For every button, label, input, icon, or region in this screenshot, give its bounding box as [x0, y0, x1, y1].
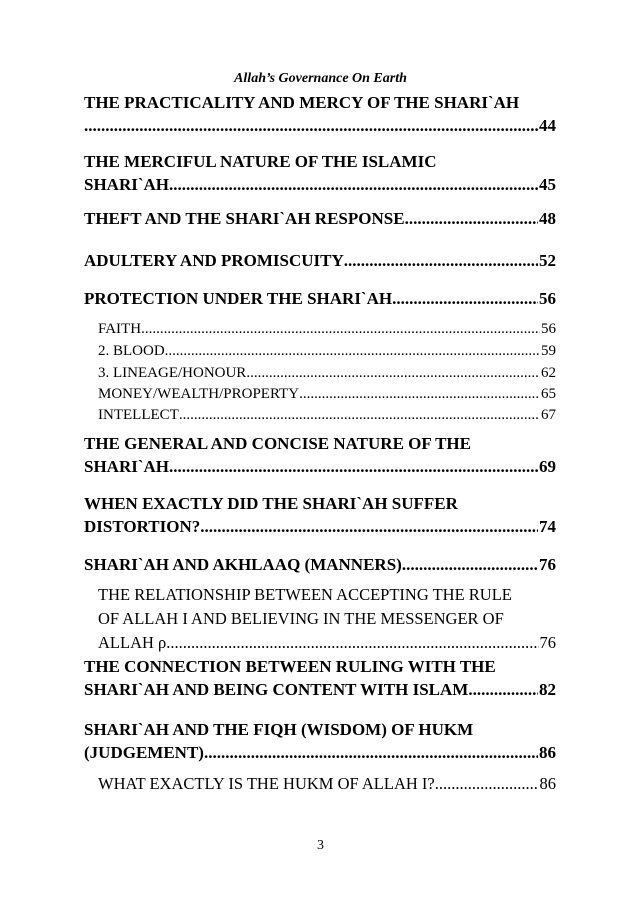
toc-entry-line — [98, 383, 556, 405]
toc-entry-title: ALLAH ρ — [98, 633, 167, 652]
dot-leader — [392, 287, 538, 310]
toc-page-number: 76 — [539, 555, 556, 574]
toc-page-number: 59 — [541, 343, 556, 359]
dot-leader — [468, 678, 538, 701]
toc-page-number: 65 — [541, 386, 556, 402]
toc-entry-line — [84, 249, 556, 272]
toc-entry-distortion[interactable] — [84, 492, 556, 538]
toc-page-number: 56 — [541, 321, 556, 337]
toc-entry-title: ADULTERY AND PROMISCUITY — [84, 251, 344, 270]
toc-entry-title: 2. BLOOD — [98, 343, 165, 359]
toc-entry-title: MONEY/WEALTH/PROPERTY — [98, 386, 300, 402]
toc-entry-practicality[interactable] — [84, 91, 556, 137]
toc-entry-title: INTELLECT — [98, 407, 179, 423]
toc-entry-line — [98, 362, 556, 384]
toc-subentry-intellect[interactable] — [98, 404, 556, 426]
toc-entry-line — [84, 718, 556, 741]
dot-leader — [402, 553, 538, 576]
toc-entry-protection[interactable] — [84, 287, 556, 310]
toc-entry-line — [98, 318, 556, 340]
toc-page-number: 45 — [539, 175, 556, 194]
toc-entry-title: THE PRACTICALITY AND MERCY OF THE SHARI`AH — [84, 93, 520, 112]
toc-entry-line — [84, 207, 556, 230]
toc-entry-title: 3. LINEAGE/HONOUR — [98, 365, 247, 381]
toc-entry-line — [84, 492, 556, 515]
toc-entry-title: SHARI`AH — [84, 175, 170, 194]
toc-entry-line — [98, 772, 556, 796]
toc-subentry-blood[interactable] — [98, 340, 556, 362]
dot-leader — [169, 173, 538, 196]
toc-entry-line — [84, 678, 556, 701]
running-head: Allah’s Governance On Earth — [234, 71, 407, 86]
toc-entry-line — [84, 173, 556, 196]
toc-entry-line — [98, 404, 556, 426]
toc-page-number: 74 — [539, 517, 556, 536]
dot-leader — [435, 772, 539, 796]
toc-entry-title: FAITH — [98, 321, 142, 337]
toc-entry-line — [84, 150, 556, 173]
dot-leader — [246, 362, 540, 384]
toc-subentry-hukm[interactable] — [98, 772, 556, 796]
dot-leader — [166, 631, 538, 655]
toc-entry-line — [84, 455, 556, 478]
toc-subentry-lineage[interactable] — [98, 362, 556, 384]
toc-page-number: 48 — [539, 209, 556, 228]
toc-page-number: 67 — [541, 407, 556, 423]
toc-entry-title: SHARI`AH AND AKHLAAQ (MANNERS) — [84, 555, 402, 574]
toc-page-number: 86 — [539, 743, 556, 762]
dot-leader — [299, 383, 540, 405]
toc-entry-title: THE GENERAL AND CONCISE NATURE OF THE — [84, 434, 471, 453]
toc-page-number: 69 — [539, 457, 556, 476]
toc-entry-line — [84, 741, 556, 764]
toc-page-number: 52 — [539, 251, 556, 270]
toc-entry-line — [84, 287, 556, 310]
toc-entry-line — [84, 655, 556, 678]
toc-subentry-faith[interactable] — [98, 318, 556, 340]
toc-page-number: 44 — [539, 116, 556, 135]
toc-entry-line — [84, 515, 556, 538]
dot-leader — [200, 515, 538, 538]
toc-page-number: 82 — [539, 680, 556, 699]
toc-entry-line — [98, 340, 556, 362]
dot-leader — [405, 207, 538, 230]
toc-entry-fiqh[interactable] — [84, 718, 556, 764]
dot-leader — [344, 249, 538, 272]
toc-page-number: 86 — [539, 774, 556, 793]
toc-entry-title: THE CONNECTION BETWEEN RULING WITH THE — [84, 657, 496, 676]
toc-entry-akhlaaq[interactable] — [84, 553, 556, 576]
toc-entry-title: SHARI`AH AND THE FIQH (WISDOM) OF HUKM — [84, 720, 474, 739]
dot-leader — [169, 455, 538, 478]
toc-entry-title: THE RELATIONSHIP BETWEEN ACCEPTING THE RULE — [98, 585, 512, 604]
dot-leader — [84, 114, 538, 137]
toc-entry-adultery[interactable] — [84, 249, 556, 272]
toc-entry-title: THEFT AND THE SHARI`AH RESPONSE — [84, 209, 405, 228]
toc-entry-line — [84, 91, 556, 114]
toc-subentry-money[interactable] — [98, 383, 556, 405]
dot-leader — [165, 340, 540, 362]
toc-page-number: 76 — [539, 633, 556, 652]
toc-entry-line — [84, 553, 556, 576]
toc-page-number: 62 — [541, 365, 556, 381]
toc-entry-general[interactable] — [84, 432, 556, 478]
toc-subentry-relationship[interactable] — [98, 583, 556, 655]
page-number: 3 — [317, 838, 324, 853]
dot-leader — [141, 318, 540, 340]
toc-entry-line — [84, 432, 556, 455]
dot-leader — [204, 741, 538, 764]
toc-entry-theft[interactable] — [84, 207, 556, 230]
toc-entry-title: OF ALLAH I AND BELIEVING IN THE MESSENGER OF — [98, 609, 504, 628]
toc-entry-merciful[interactable] — [84, 150, 556, 196]
toc-entry-line — [98, 631, 556, 655]
toc-entry-title: WHEN EXACTLY DID THE SHARI`AH SUFFER — [84, 494, 458, 513]
toc-entry-title: SHARI`AH — [84, 457, 170, 476]
toc-entry-connection[interactable] — [84, 655, 556, 701]
toc-entry-title: (JUDGEMENT) — [84, 743, 204, 762]
toc-page-number: 56 — [539, 289, 556, 308]
toc-entry-title: DISTORTION? — [84, 517, 201, 536]
toc-entry-title: SHARI`AH AND BEING CONTENT WITH ISLAM — [84, 680, 469, 699]
toc-entry-title: THE MERCIFUL NATURE OF THE ISLAMIC — [84, 152, 437, 171]
toc-entry-line — [98, 583, 556, 607]
toc-entry-line — [98, 607, 556, 631]
toc-entry-title: PROTECTION UNDER THE SHARI`AH — [84, 289, 393, 308]
toc-entry-line — [84, 114, 556, 137]
toc-entry-title: WHAT EXACTLY IS THE HUKM OF ALLAH I? — [98, 774, 435, 793]
dot-leader — [179, 404, 540, 426]
